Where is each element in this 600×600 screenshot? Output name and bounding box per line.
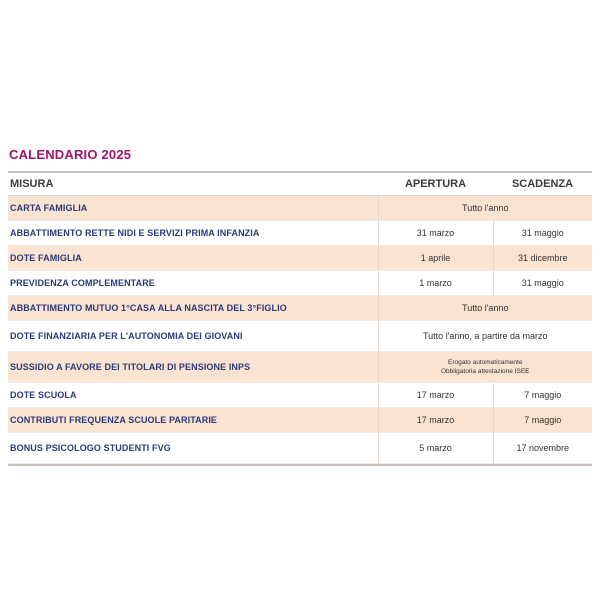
row-scadenza: 31 maggio	[493, 221, 592, 246]
row-scadenza: 31 maggio	[493, 271, 592, 296]
row-apertura: 1 aprile	[378, 246, 493, 271]
row-period-line1: Erogato automaticamente	[448, 359, 523, 366]
row-misura: PREVIDENZA COMPLEMENTARE	[8, 271, 378, 296]
header-misura: MISURA	[8, 173, 378, 196]
table-row	[8, 221, 592, 246]
row-misura: CARTA FAMIGLIA	[8, 196, 378, 221]
row-apertura: 5 marzo	[378, 433, 493, 464]
table-row	[8, 383, 592, 408]
page-title: CALENDARIO 2025	[9, 147, 132, 162]
row-scadenza: 7 maggio	[493, 383, 592, 408]
row-scadenza: 7 maggio	[493, 408, 592, 433]
row-apertura: 1 marzo	[378, 271, 493, 296]
table-row	[8, 196, 592, 221]
row-period: Tutto l'anno	[378, 296, 592, 321]
calendar-table	[8, 171, 592, 466]
table-row	[8, 246, 592, 271]
table-row	[8, 433, 592, 464]
row-period: Tutto l'anno	[378, 196, 592, 221]
header-scadenza: SCADENZA	[493, 173, 592, 196]
row-misura: SUSSIDIO A FAVORE DEI TITOLARI DI PENSIONE INPS	[8, 352, 378, 383]
row-scadenza: 17 novembre	[493, 433, 592, 464]
row-misura: BONUS PSICOLOGO STUDENTI FVG	[8, 433, 378, 464]
row-scadenza: 31 dicembre	[493, 246, 592, 271]
row-period	[378, 352, 592, 383]
table-header-row	[8, 173, 592, 196]
table-row	[8, 352, 592, 383]
row-misura: ABBATTIMENTO RETTE NIDI E SERVIZI PRIMA INFANZIA	[8, 221, 378, 246]
row-misura: ABBATTIMENTO MUTUO 1°CASA ALLA NASCITA DEL 3°FIGLIO	[8, 296, 378, 321]
row-apertura: 31 marzo	[378, 221, 493, 246]
table-row	[8, 296, 592, 321]
row-misura: DOTE FAMIGLIA	[8, 246, 378, 271]
row-misura: CONTRIBUTI FREQUENZA SCUOLE PARITARIE	[8, 408, 378, 433]
row-apertura: 17 marzo	[378, 408, 493, 433]
row-apertura: 17 marzo	[378, 383, 493, 408]
table-row	[8, 271, 592, 296]
table-row	[8, 408, 592, 433]
header-apertura: APERTURA	[378, 173, 493, 196]
row-misura: DOTE SCUOLA	[8, 383, 378, 408]
row-period-line2: Obbligatoria attestazione ISEE	[440, 368, 530, 375]
table-row	[8, 321, 592, 352]
row-misura: DOTE FINANZIARIA PER L'AUTONOMIA DEI GIOVANI	[8, 321, 378, 352]
row-period: Tutto l'anno, a partire da marzo	[378, 321, 592, 352]
